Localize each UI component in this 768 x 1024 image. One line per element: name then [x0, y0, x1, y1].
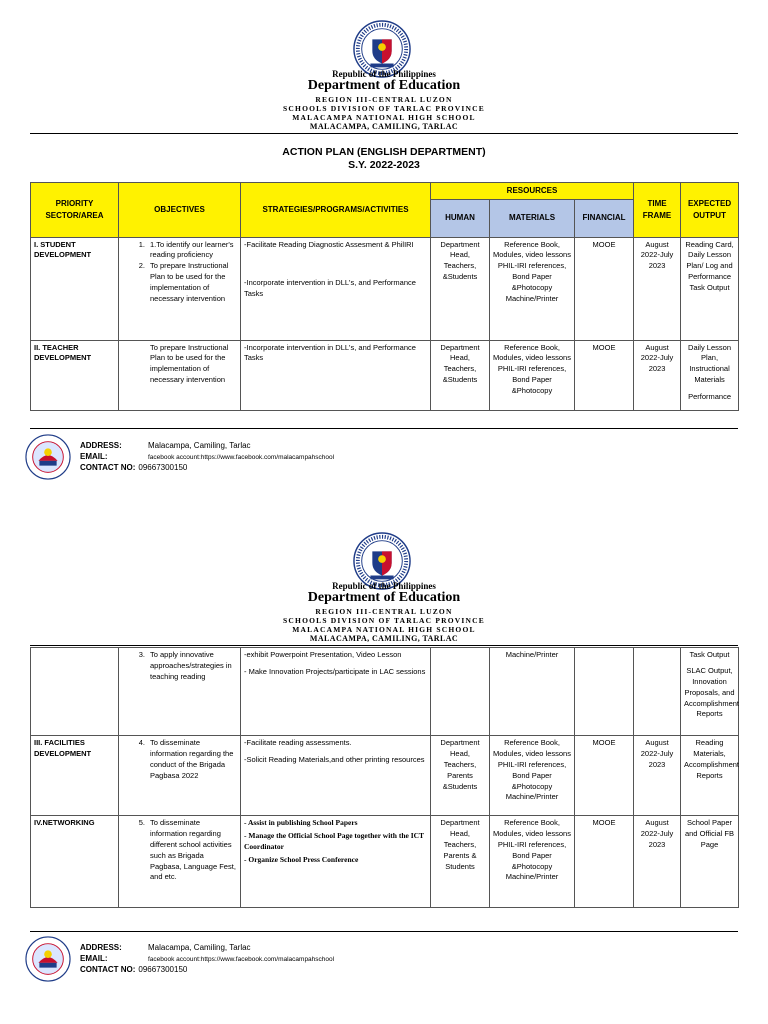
human-resources: Department Head, Teachers, &Students — [431, 237, 490, 340]
header-resources: RESOURCES — [431, 183, 634, 200]
materials: Reference Book, Modules, video lessons PHIL-IRI references, Bond Paper &Photocopy Machine/Printer — [490, 736, 575, 816]
expected-output: Performance — [688, 392, 731, 402]
page-2 — [0, 512, 768, 1024]
department-name: Department of Education — [307, 78, 461, 93]
footer-divider — [30, 931, 738, 932]
header-time-frame: TIME FRAME — [634, 183, 681, 238]
footer-address — [80, 441, 251, 450]
header-divider — [30, 133, 738, 134]
footer — [0, 434, 768, 484]
materials: Reference Book, Modules, video lessons PHIL-IRI references, Bond Paper &Photocopy Machine/Printer — [490, 237, 575, 340]
division-line: SCHOOLS DIVISION OF TARLAC PROVINCE — [283, 616, 485, 625]
action-plan-table — [30, 647, 739, 908]
footer-divider — [30, 428, 738, 429]
list-number: 3. — [138, 650, 145, 659]
list-number: 4. — [138, 738, 145, 747]
school-logo-icon — [25, 936, 71, 982]
strategy-text: -exhibit Powerpoint Presentation, Video Lesson — [244, 650, 402, 659]
time-frame: August 2022-July 2023 — [634, 736, 681, 816]
footer — [0, 936, 768, 986]
header-materials: MATERIALS — [490, 199, 575, 237]
document-title: ACTION PLAN (ENGLISH DEPARTMENT) — [282, 146, 486, 158]
strategy-text: - Assist in publishing School Papers — [244, 818, 358, 827]
priority-area — [31, 648, 119, 736]
footer-contact-label: CONTACT NO: — [80, 463, 136, 472]
time-frame: August 2022-July 2023 — [634, 340, 681, 410]
division-line: SCHOOLS DIVISION OF TARLAC PROVINCE — [283, 104, 485, 113]
strategies-cell — [241, 237, 431, 340]
school-logo-icon — [25, 434, 71, 480]
strategies-cell — [241, 736, 431, 816]
republic-line: Republic of the Philippines — [332, 581, 436, 591]
strategy-text: -Incorporate intervention in DLL's, and Performance Tasks — [241, 340, 431, 410]
footer-email-label: EMAIL: — [80, 452, 108, 461]
footer-contact-value: 09667300150 — [138, 965, 188, 974]
strategies-cell — [241, 648, 431, 736]
priority-area: I. STUDENT DEVELOPMENT — [31, 237, 119, 340]
footer-address-value: Malacampa, Camiling, Tarlac — [148, 441, 251, 450]
priority-area: III. FACILITIES DEVELOPMENT — [31, 736, 119, 816]
financial: MOOE — [575, 237, 634, 340]
strategies-cell — [241, 816, 431, 908]
republic-line: Republic of the Philippines — [332, 69, 436, 79]
footer-address-label: ADDRESS: — [80, 441, 122, 450]
department-name: Department of Education — [307, 590, 461, 605]
table-row — [31, 816, 739, 908]
school-year: S.Y. 2022-2023 — [348, 159, 420, 171]
header-priority: PRIORITY SECTOR/AREA — [31, 183, 119, 238]
human-resources — [431, 648, 490, 736]
list-number: 5. — [138, 818, 145, 827]
objective-text: To prepare Instructional Plan to be used for the implementation of necessary intervention — [150, 342, 229, 385]
priority-area: II. TEACHER DEVELOPMENT — [31, 340, 119, 410]
footer-address-label: ADDRESS: — [80, 943, 122, 952]
table-row — [31, 340, 739, 410]
region-line: REGION III-CENTRAL LUZON — [315, 95, 453, 104]
materials: Machine/Printer — [490, 648, 575, 736]
list-number: 1. — [138, 239, 145, 249]
human-resources: Department Head, Teachers, Parents &Students — [431, 736, 490, 816]
address-line: MALACAMPA, CAMILING, TARLAC — [309, 122, 459, 131]
school-line: MALACAMPA NATIONAL HIGH SCHOOL — [292, 113, 476, 122]
financial: MOOE — [575, 736, 634, 816]
objectives-cell — [119, 816, 241, 908]
time-frame: August 2022-July 2023 — [634, 816, 681, 908]
strategy-text: -Facilitate Reading Diagnostic Assesment & PhilIRI — [244, 239, 414, 249]
expected-output: School Paper and Official FB Page — [681, 816, 739, 908]
header-divider — [30, 645, 738, 646]
expected-output-cell — [681, 648, 739, 736]
objectives-cell — [119, 237, 241, 340]
header-human: HUMAN — [431, 199, 490, 237]
human-resources: Department Head, Teachers, Parents & Students — [431, 816, 490, 908]
expected-output-cell — [681, 340, 739, 410]
materials: Reference Book, Modules, video lessons PHIL-IRI references, Bond Paper &Photocopy Machine/Printer — [490, 816, 575, 908]
materials: Reference Book, Modules, video lessons PHIL-IRI references, Bond Paper &Photocopy — [490, 340, 575, 410]
table-row — [31, 736, 739, 816]
footer-email-value: facebook account:https://www.facebook.com/malacampahschool — [148, 454, 335, 461]
header-objectives: OBJECTIVES — [119, 183, 241, 238]
objectives-cell — [119, 736, 241, 816]
page-1 — [0, 0, 768, 500]
footer-email — [80, 954, 334, 963]
table-row — [31, 648, 739, 736]
footer-email-label: EMAIL: — [80, 954, 108, 963]
header-strategies: STRATEGIES/PROGRAMS/ACTIVITIES — [241, 183, 431, 238]
objectives-cell — [119, 340, 241, 410]
expected-output: Reading Materials, Accomplishment Reports — [681, 736, 739, 816]
header-expected-output: EXPECTED OUTPUT — [681, 183, 739, 238]
objective-text: To prepare Instructional Plan to be used for the implementation of necessary intervention — [150, 261, 229, 303]
priority-area: IV.NETWORKING — [31, 816, 119, 908]
strategy-text: - Make Innovation Projects/participate in LAC sessions — [244, 666, 426, 676]
objective-text: To apply innovative approaches/strategies in teaching reading — [150, 650, 232, 681]
objectives-cell — [119, 648, 241, 736]
footer-email-value: facebook account:https://www.facebook.com/malacampahschool — [148, 956, 335, 963]
financial: MOOE — [575, 816, 634, 908]
strategy-text: -Incorporate intervention in DLL's, and Performance Tasks — [244, 278, 416, 299]
school-line: MALACAMPA NATIONAL HIGH SCHOOL — [292, 625, 476, 634]
time-frame — [634, 648, 681, 736]
footer-contact-label: CONTACT NO: — [80, 965, 136, 974]
list-number: 2. — [138, 261, 145, 271]
financial — [575, 648, 634, 736]
strategy-text: -Facilitate reading assessments. — [244, 738, 352, 747]
human-resources: Department Head, Teachers, &Students — [431, 340, 490, 410]
footer-contact — [80, 463, 187, 472]
address-line: MALACAMPA, CAMILING, TARLAC — [309, 634, 459, 643]
footer-address-value: Malacampa, Camiling, Tarlac — [148, 943, 251, 952]
objective-text: To disseminate information regarding different school activities such as Brigada Pagbasa, Language Fest, and etc. — [150, 818, 236, 882]
footer-address — [80, 943, 251, 952]
region-line: REGION III-CENTRAL LUZON — [315, 607, 453, 616]
objective-text: 1.To identify our learner's reading proficiency — [150, 239, 234, 260]
financial: MOOE — [575, 340, 634, 410]
strategy-text: - Manage the Official School Page together with the ICT Coordinator — [244, 830, 424, 851]
strategy-text: - Organize School Press Conference — [244, 854, 359, 864]
table-row — [31, 237, 739, 340]
objective-text: To disseminate information regarding the conduct of the Brigada Pagbasa 2022 — [150, 738, 234, 780]
expected-output: Reading Card, Daily Lesson Plan/ Log and Performance Task Output — [681, 237, 739, 340]
strategy-text: -Solicit Reading Materials,and other printing resources — [244, 754, 425, 764]
footer-contact — [80, 965, 187, 974]
header-financial: FINANCIAL — [575, 199, 634, 237]
footer-email — [80, 452, 334, 461]
expected-output: Daily Lesson Plan, Instructional Materials — [688, 342, 731, 385]
footer-contact-value: 09667300150 — [138, 463, 188, 472]
time-frame: August 2022-July 2023 — [634, 237, 681, 340]
action-plan-table — [30, 182, 739, 411]
expected-output: Task Output — [689, 650, 730, 659]
expected-output: SLAC Output, Innovation Proposals, and Accomplishment Reports — [684, 665, 740, 719]
